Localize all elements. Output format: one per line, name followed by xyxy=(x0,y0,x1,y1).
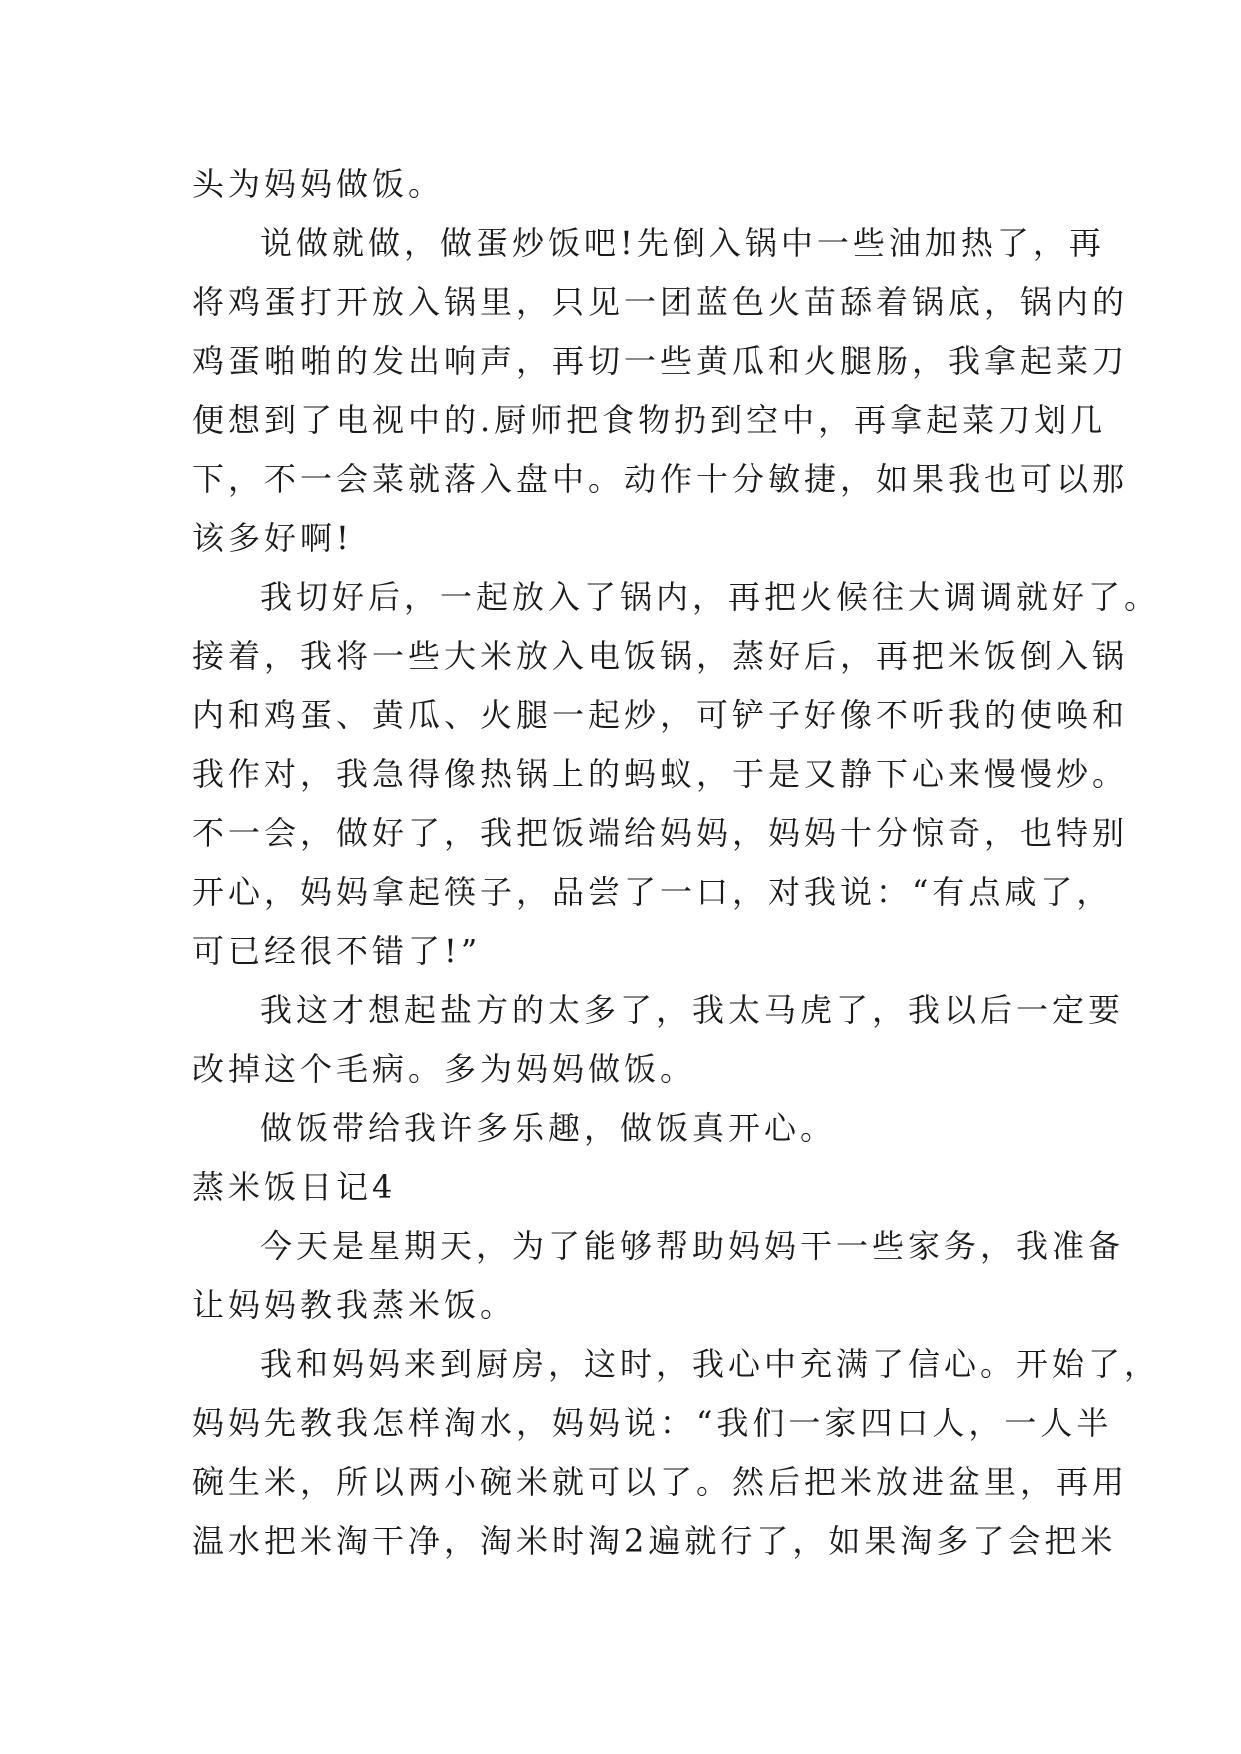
text-line: 温水把米淘干净，淘米时淘2遍就行了，如果淘多了会把米 xyxy=(192,1522,1117,1560)
text-line: 妈妈先教我怎样淘水，妈妈说：“我们一家四口人，一人半 xyxy=(192,1404,1113,1442)
text-line: 下，不一会菜就落入盘中。动作十分敏捷，如果我也可以那 xyxy=(192,460,1129,498)
text-line: 我切好后，一起放入了锅内，再把火候往大调调就好了。 xyxy=(260,578,1161,616)
text-line: 鸡蛋啪啪的发出响声，再切一些黄瓜和火腿肠，我拿起菜刀 xyxy=(192,342,1129,380)
text-line: 便想到了电视中的.厨师把食物扔到空中，再拿起菜刀划几 xyxy=(192,401,1107,439)
text-line: 我这才想起盐方的太多了，我太马虎了，我以后一定要 xyxy=(260,991,1125,1029)
text-line: 该多好啊! xyxy=(192,519,353,557)
text-line: 让妈妈教我蒸米饭。 xyxy=(192,1286,517,1324)
text-line: 我作对，我急得像热锅上的蚂蚁，于是又静下心来慢慢炒。 xyxy=(192,755,1129,793)
text-line: 将鸡蛋打开放入锅里，只见一团蓝色火苗舔着锅底，锅内的 xyxy=(192,283,1129,321)
text-line: 开心，妈妈拿起筷子，品尝了一口，对我说：“有点咸了， xyxy=(192,873,1113,911)
text-line: 说做就做，做蛋炒饭吧!先倒入锅中一些油加热了，再 xyxy=(260,224,1105,262)
text-line: 可已经很不错了!” xyxy=(192,932,482,970)
text-line: 不一会，做好了，我把饭端给妈妈，妈妈十分惊奇，也特别 xyxy=(192,814,1129,852)
text-line: 碗生米，所以两小碗米就可以了。然后把米放进盆里，再用 xyxy=(192,1463,1129,1501)
text-line: 改掉这个毛病。多为妈妈做饭。 xyxy=(192,1050,697,1088)
section-heading: 蒸米饭日记4 xyxy=(192,1168,397,1206)
document-body xyxy=(192,155,1161,1571)
text-line: 今天是星期天，为了能够帮助妈妈干一些家务，我准备 xyxy=(260,1227,1125,1265)
text-line: 内和鸡蛋、黄瓜、火腿一起炒，可铲子好像不听我的使唤和 xyxy=(192,696,1129,734)
text-line: 头为妈妈做饭。 xyxy=(192,165,445,203)
text-line: 做饭带给我许多乐趣，做饭真开心。 xyxy=(260,1109,837,1147)
text-line: 我和妈妈来到厨房，这时，我心中充满了信心。开始了， xyxy=(260,1345,1161,1383)
text-line: 接着，我将一些大米放入电饭锅，蒸好后，再把米饭倒入锅 xyxy=(192,637,1129,675)
